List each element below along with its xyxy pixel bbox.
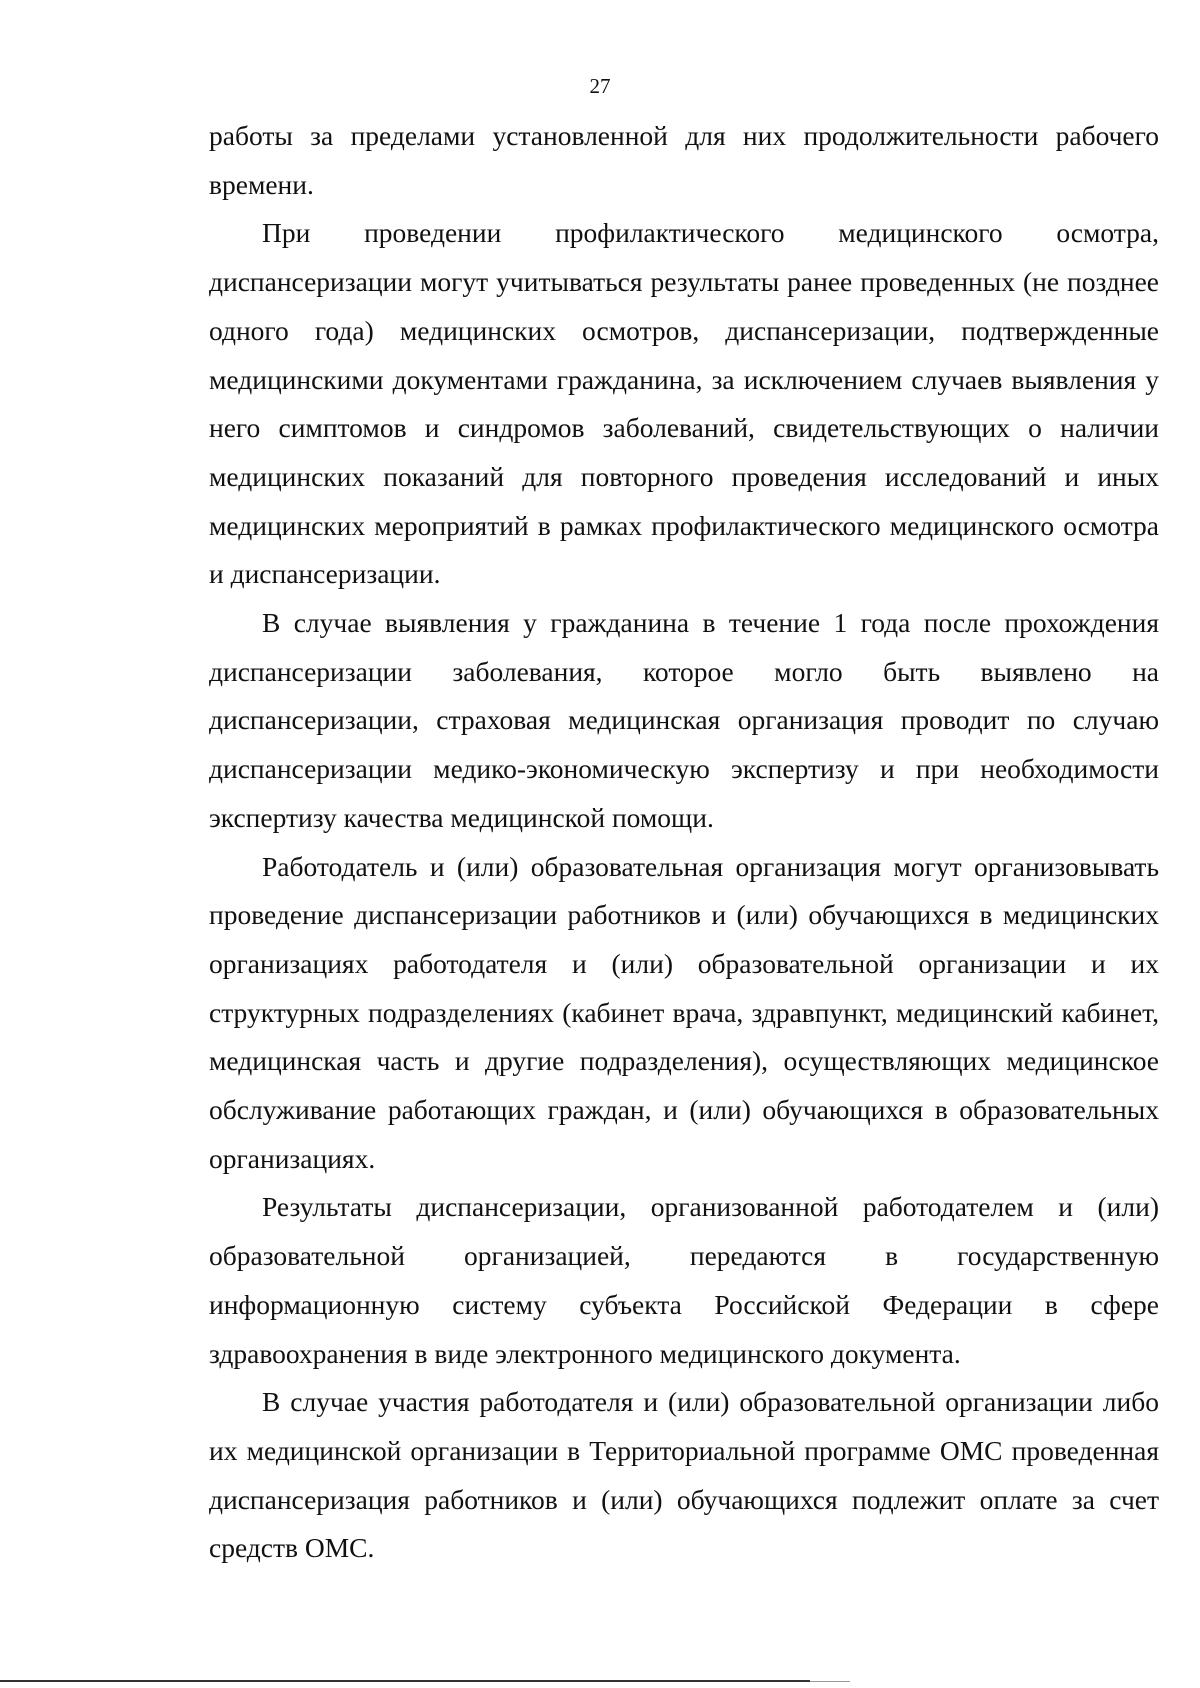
paragraph-employer-organization: Работодатель и (или) образовательная организация могут организовывать проведение диспансеризации работников и (или) обучающихся в медицинских организациях работодателя и (или) образовательной организации и их структурных подразделениях (кабинет врача, здравпункт, медицинский кабинет, медицинская часть и другие подразделения), осуществляющих медицинское обслуживание работающих граждан, и (или) обучающихся в образовательных организациях. xyxy=(209,850,1159,1174)
document-body xyxy=(209,112,1159,1573)
paragraph-oms-payment: В случае участия работодателя и (или) образовательной организации либо их медицинской организации в Территориальной программе ОМС проведенная диспансеризация работников и (или) обучающихся подлежит оплате за счет средств ОМС. xyxy=(209,1386,1159,1564)
paragraph-insurance-expertise: В случае выявления у гражданина в течение 1 года после прохождения диспансеризации заболевания, которое могло быть выявлено на диспансеризации, страховая медицинская организация проводит по случаю диспансеризации медико-экономическую экспертизу и при необходимости экспертизу качества медицинской помощи. xyxy=(209,607,1159,833)
paragraph-results-transfer: Результаты диспансеризации, организованной работодателем и (или) образовательной организацией, передаются в государственную информационную систему субъекта Российской Федерации в сфере здравоохранения в виде электронного медицинского документа. xyxy=(209,1191,1159,1369)
page-number: 27 xyxy=(589,74,611,98)
paragraph-results-consideration: При проведении профилактического медицинского осмотра, диспансеризации могут учитываться результаты ранее проведенных (не позднее одного года) медицинских осмотров, диспансеризации, подтвержденные медицинскими документами гражданина, за исключением случаев выявления у него симптомов и синдромов заболеваний, свидетельствующих о наличии медицинских показаний для повторного проведения исследований и иных медицинских мероприятий в рамках профилактического медицинского осмотра и диспансеризации. xyxy=(209,217,1159,590)
bottom-scan-line-faint xyxy=(810,1681,850,1682)
bottom-scan-line xyxy=(0,1680,810,1682)
paragraph-continuation: работы за пределами установленной для них продолжительности рабочего времени. xyxy=(209,120,1159,200)
